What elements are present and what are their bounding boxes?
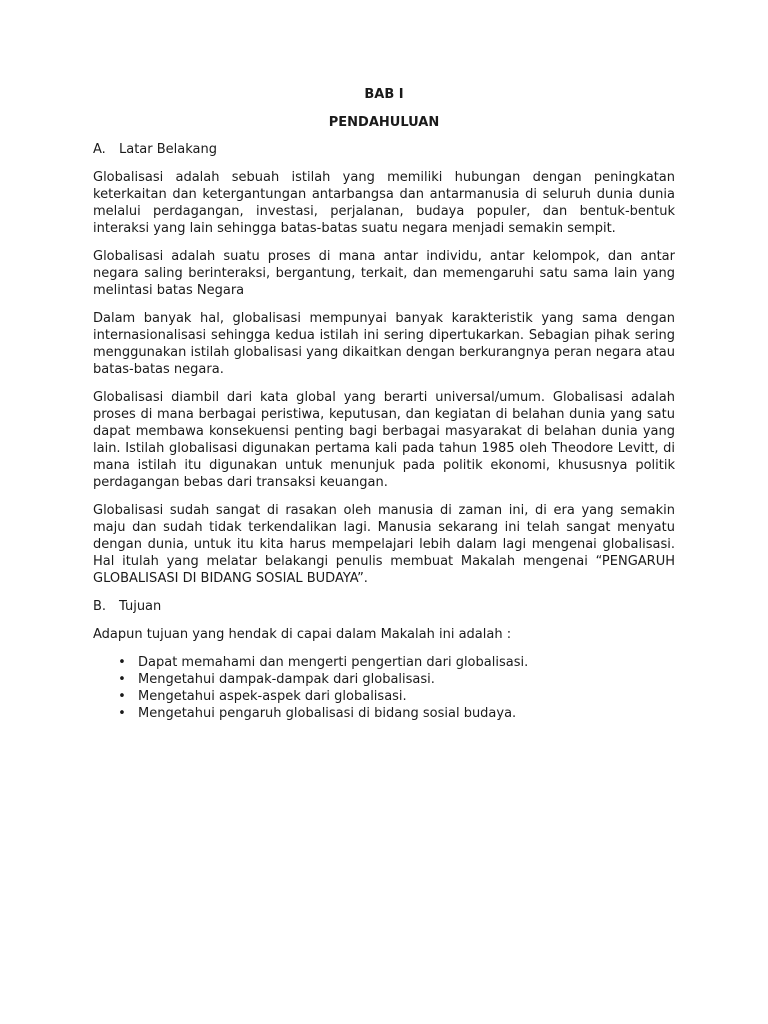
list-item: • Mengetahui aspek-aspek dari globalisasi. xyxy=(115,688,675,705)
paragraph-3: Dalam banyak hal, globalisasi mempunyai banyak karakteristik yang sama dengan internasionalisasi sehingga kedua istilah ini sering dipertukarkan. Sebagian pihak sering menggunakan istilah globalisasi yang dikaitkan dengan berkurangnya peran negara atau batas-batas negara. xyxy=(93,311,675,377)
bullet-icon: • xyxy=(118,689,126,704)
paragraph-4: Globalisasi diambil dari kata global yang berarti universal/umum. Globalisasi adalah proses di mana berbagai peristiwa, keputusan, dan kegiatan di belahan dunia yang satu dapat membawa konsekuensi penting bagi berbagai masyarakat di belahan dunia yang lain. Istilah globalisasi digunakan pertama kali pada tahun 1985 oleh Theodore Levitt, di mana istilah itu digunakan untuk menunjuk pada politik ekonomi, khususnya politik perdagangan bebas dari transaksi keuangan. xyxy=(93,390,675,490)
objectives-intro: Adapun tujuan yang hendak di capai dalam Makalah ini adalah : xyxy=(93,627,512,642)
bullet-icon: • xyxy=(118,706,126,721)
section-heading-a xyxy=(93,141,675,158)
section-heading-b xyxy=(93,598,675,615)
list-item: • Dapat memahami dan mengerti pengertian dari globalisasi. xyxy=(115,654,675,671)
section-number-b: B. xyxy=(93,599,107,614)
bullet-icon: • xyxy=(118,655,126,670)
list-item: • Mengetahui pengaruh globalisasi di bidang sosial budaya. xyxy=(115,705,675,722)
chapter-title: PENDAHULUAN xyxy=(328,115,440,130)
objectives-list xyxy=(93,654,675,722)
list-item: • Mengetahui dampak-dampak dari globalisasi. xyxy=(115,671,675,688)
paragraph-1: Globalisasi adalah sebuah istilah yang memiliki hubungan dengan peningkatan keterkaitan dan ketergantungan antarbangsa dan antarmanusia di seluruh dunia dunia melalui perdagangan, investasi, perjalanan, budaya populer, dan bentuk-bentuk interaksi yang lain sehingga batas-batas suatu negara menjadi semakin sempit. xyxy=(93,170,675,236)
paragraph-5: Globalisasi sudah sangat di rasakan oleh manusia di zaman ini, di era yang semakin maju dan sudah tidak terkendalikan lagi. Manusia sekarang ini telah sangat menyatu dengan dunia, untuk itu kita harus mempelajari lebih dalam lagi mengenai globalisasi. Hal itulah yang melatar belakangi penulis membuat Makalah mengenai “PENGARUH GLOBALISASI DI BIDANG SOSIAL BUDAYA”. xyxy=(93,503,675,586)
section-number-a: A. xyxy=(93,142,106,157)
section-title-b: Tujuan xyxy=(119,599,162,614)
chapter-number: BAB I xyxy=(364,87,404,102)
section-title-a: Latar Belakang xyxy=(119,142,218,157)
bullet-icon: • xyxy=(118,672,126,687)
paragraph-2: Globalisasi adalah suatu proses di mana antar individu, antar kelompok, dan antar negara saling berinteraksi, bergantung, terkait, dan memengaruhi satu sama lain yang melintasi batas Negara xyxy=(93,249,675,298)
